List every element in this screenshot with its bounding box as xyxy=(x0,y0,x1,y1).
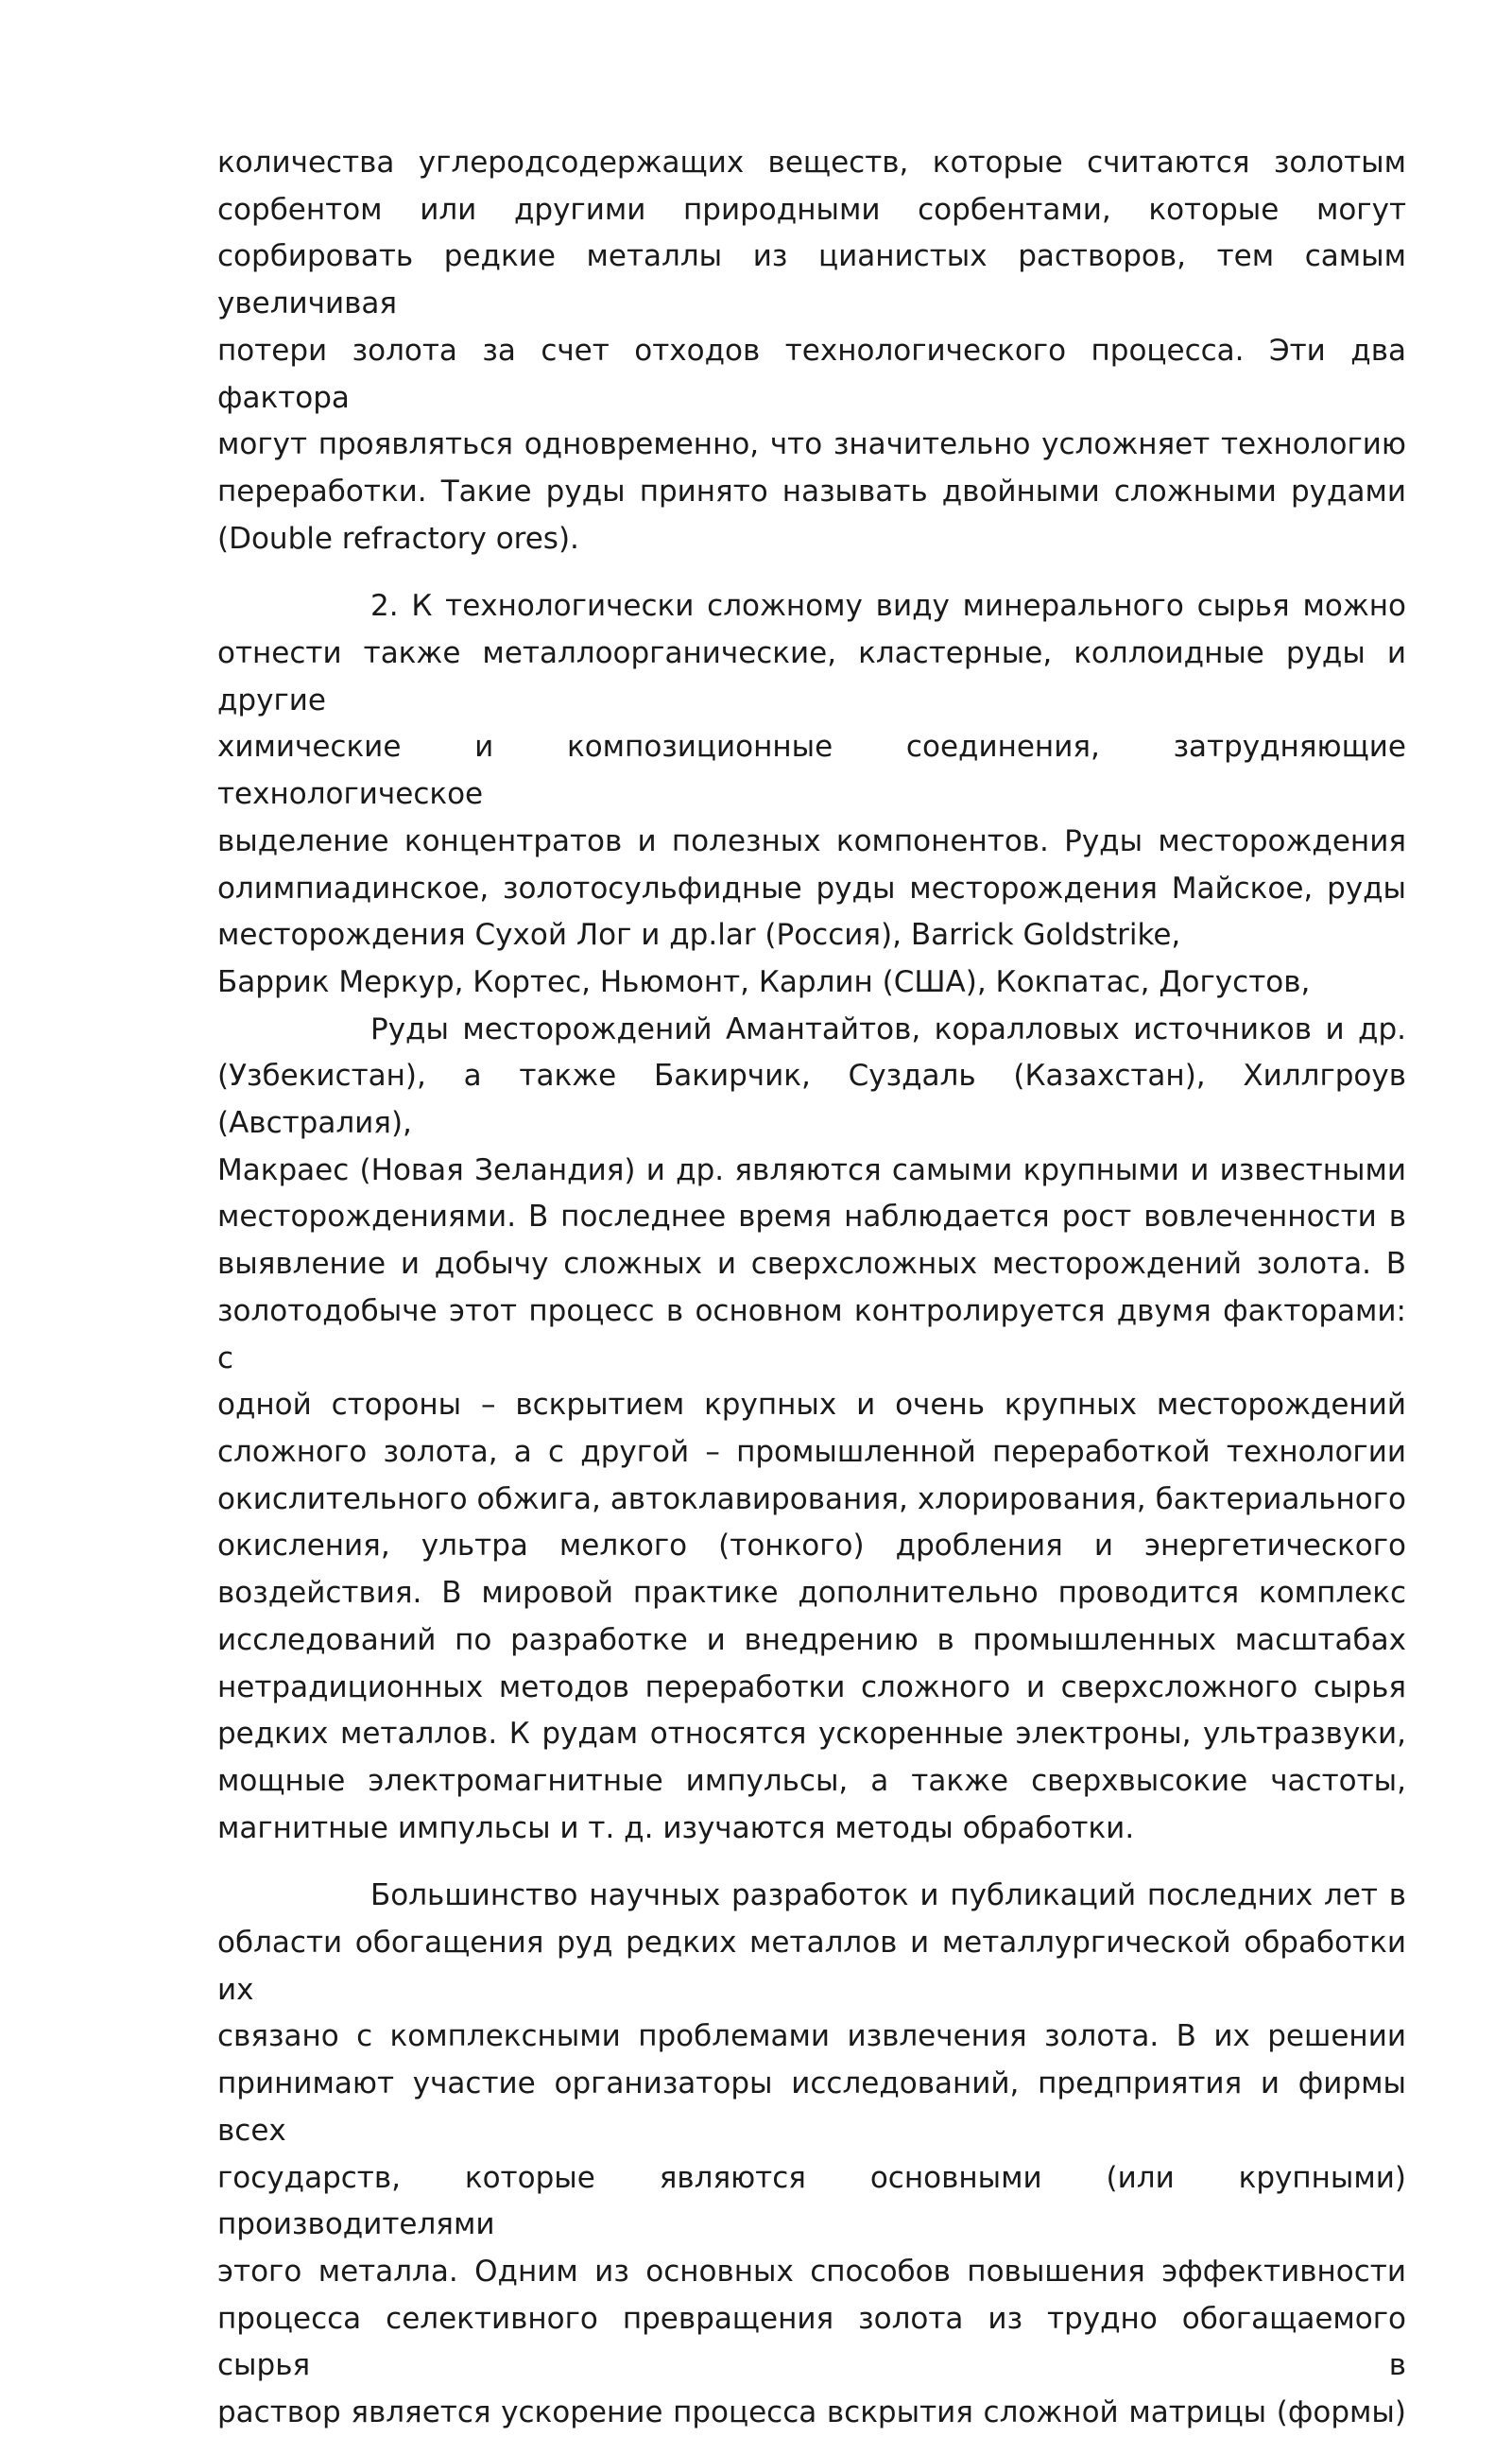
paragraph-2-line: 2. К технологически сложному виду минерального сырья можно xyxy=(370,589,1406,624)
paragraph-1-line: количества углеродсодержащих веществ, которые считаются золотым xyxy=(217,146,1406,180)
paragraph-3 xyxy=(217,1007,1406,1853)
paragraph-3-line: Макраес (Новая Зеландия) и др. являются самыми крупными и известными xyxy=(217,1152,1406,1187)
paragraph-4-line: области обогащения руд редких металлов и металлургической обработки их xyxy=(217,1926,1406,2007)
paragraph-2-line: олимпиадинское, золотосульфидные руды месторождения Майское, руды xyxy=(217,871,1406,906)
paragraph-2-line: Баррик Меркур, Кортес, Ньюмонт, Карлин (США), Кокпатас, Догустов, xyxy=(217,964,1311,999)
paragraph-3-line: сложного золота, а с другой – промышленной переработкой технологии xyxy=(217,1434,1406,1469)
paragraph-4-line: Большинство научных разработок и публикаций последних лет в xyxy=(370,1878,1406,1913)
paragraph-2-line: выделение концентратов и полезных компонентов. Руды месторождения xyxy=(217,823,1406,858)
paragraph-3-line: нетрадиционных методов переработки сложного и сверхсложного сырья xyxy=(217,1669,1406,1704)
paragraph-4-line: раствор является ускорение процесса вскрытия сложной матрицы (формы) xyxy=(217,2395,1406,2430)
paragraph-4-line: этого металла. Одним из основных способов повышения эффективности xyxy=(217,2254,1406,2289)
paragraph-4 xyxy=(217,1873,1406,2436)
paragraph-2-line: химические и композиционные соединения, затрудняющие технологическое xyxy=(217,730,1406,812)
paragraph-2-line: отнести также металлоорганические, кластерные, коллоидные руды и другие xyxy=(217,636,1406,717)
paragraph-3-line: золотодобыче этот процесс в основном контролируется двумя факторами: с xyxy=(217,1293,1406,1375)
paragraph-3-line: одной стороны – вскрытием крупных и очень крупных месторождений xyxy=(217,1388,1406,1423)
paragraph-1-line: сорбировать редкие металлы из цианистых растворов, тем самым увеличивая xyxy=(217,239,1406,321)
paragraph-1 xyxy=(217,140,1406,562)
paragraph-1-line: сорбентом или другими природными сорбентами, которые могут xyxy=(217,192,1406,227)
paragraph-3-line: (Узбекистан), а также Бакирчик, Суздаль (Казахстан), Хиллгроув (Австралия), xyxy=(217,1059,1406,1141)
paragraph-2 xyxy=(217,583,1406,1006)
paragraph-3-line: окислительного обжига, автоклавирования, хлорирования, бактериального xyxy=(217,1481,1406,1516)
paragraph-3-line: воздействия. В мировой практике дополнительно проводится комплекс xyxy=(217,1576,1406,1611)
paragraph-4-line: связано с комплексными проблемами извлечения золота. В их решении xyxy=(217,2019,1406,2054)
paragraph-4-line: процесса селективного превращения золота из трудно обогащаемого сырья в xyxy=(217,2301,1406,2383)
paragraph-3-line: мощные электромагнитные импульсы, а также сверхвысокие частоты, xyxy=(217,1763,1406,1798)
paragraph-3-line: исследований по разработке и внедрению в промышленных масштабах xyxy=(217,1622,1406,1657)
paragraph-1-line: потери золота за счет отходов технологического процесса. Эти два фактора xyxy=(217,333,1406,415)
paragraph-3-line: выявление и добычу сложных и сверхсложных месторождений золота. В xyxy=(217,1247,1406,1282)
paragraph-4-line: принимают участие организаторы исследований, предприятия и фирмы всех xyxy=(217,2066,1406,2148)
paragraph-1-line: (Double refractory ores). xyxy=(217,521,579,556)
paragraph-1-line: могут проявляться одновременно, что значительно усложняет технологию xyxy=(217,427,1406,462)
paragraph-3-line: месторождениями. В последнее время наблюдается рост вовлеченности в xyxy=(217,1200,1406,1235)
paragraph-1-line: переработки. Такие руды принято называть двойными сложными рудами xyxy=(217,474,1406,509)
paragraph-3-line: окисления, ультра мелкого (тонкого) дробления и энергетического xyxy=(217,1529,1406,1564)
document-body xyxy=(217,140,1406,2437)
paragraph-4-line: государств, которые являются основными (или крупными) производителями xyxy=(217,2160,1406,2242)
paragraph-3-line: редких металлов. К рудам относятся ускоренные электроны, ультразвуки, xyxy=(217,1717,1406,1752)
paragraph-3-line: Руды месторождений Амантайтов, коралловых источников и др. xyxy=(370,1011,1406,1046)
paragraph-2-line: месторождения Сухой Лог и др.lar (Россия), Barrick Goldstrike, xyxy=(217,918,1181,953)
paragraph-3-line: магнитные импульсы и т. д. изучаются методы обработки. xyxy=(217,1810,1135,1845)
